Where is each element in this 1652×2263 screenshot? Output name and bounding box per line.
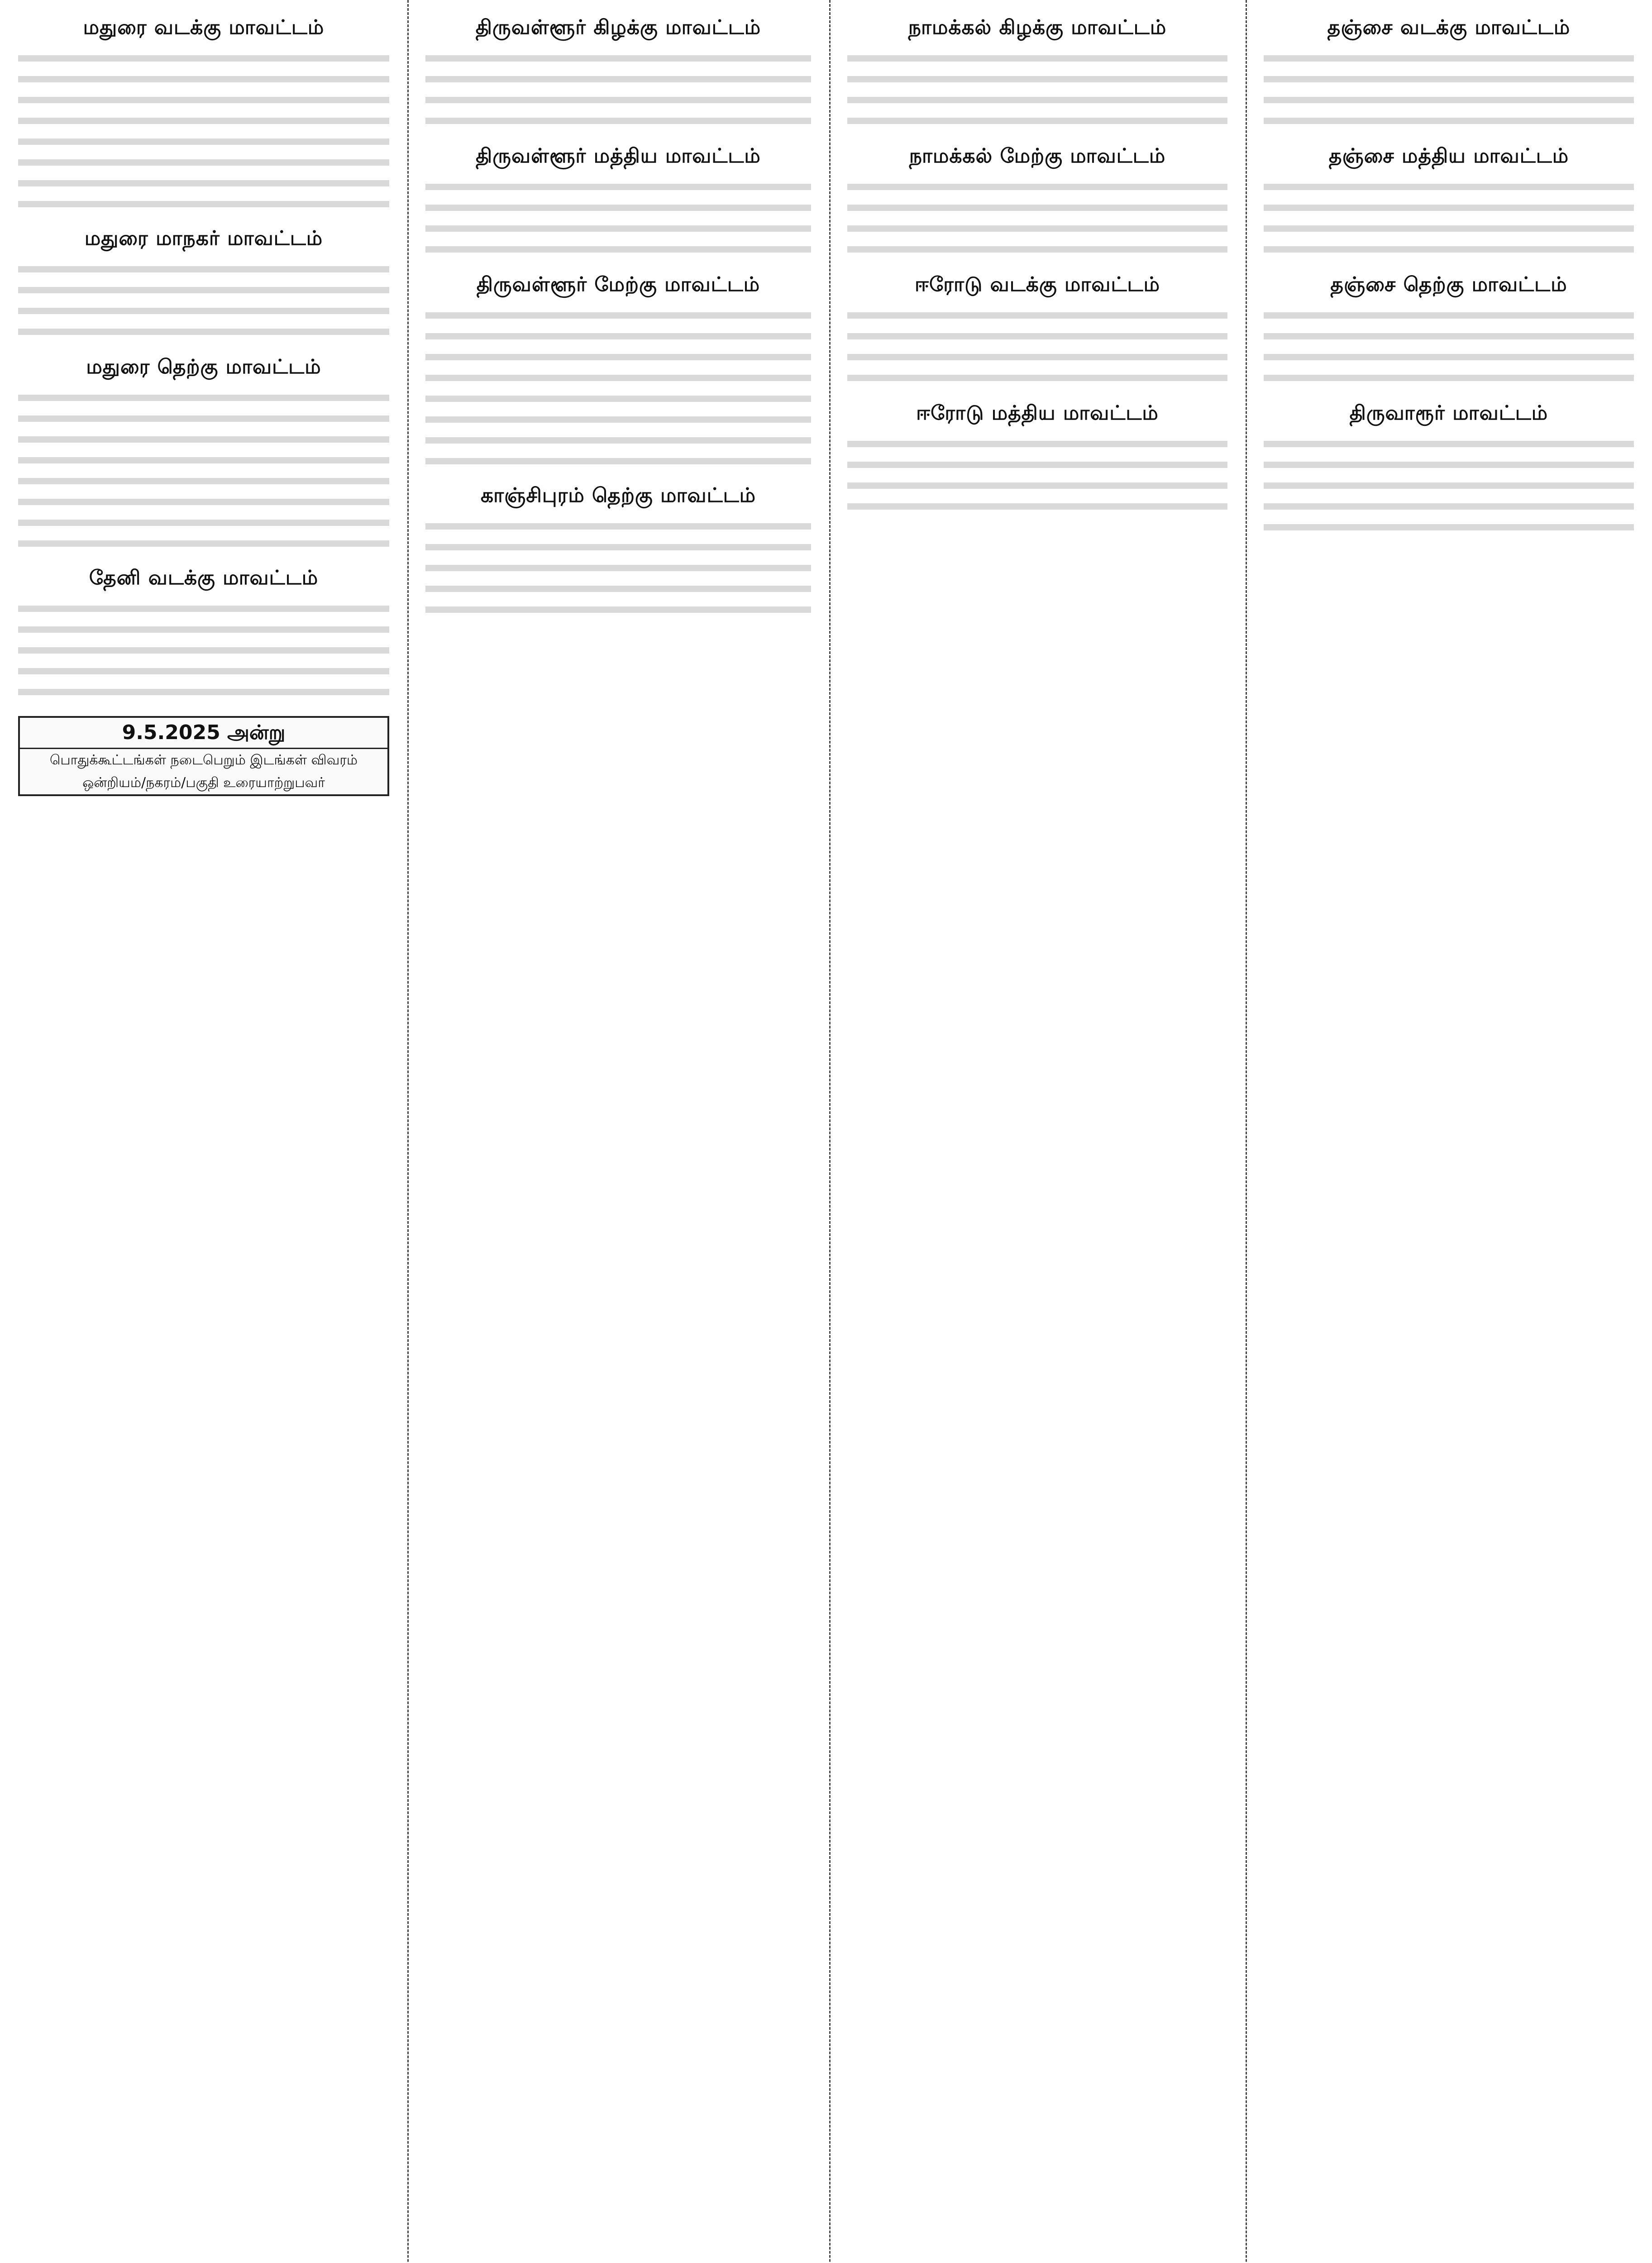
entry-lines-placeholder [425,305,811,472]
district-heading: மதுரை மாநகர் மாவட்டம் [84,227,323,250]
entry-lines-placeholder [847,48,1227,132]
column-2 [407,9,829,2263]
entry-lines-placeholder [1264,434,1634,542]
entry-lines-placeholder [425,48,811,132]
meeting-date-banner [18,716,389,796]
district-heading: தஞ்சை வடக்கு மாவட்டம் [1327,16,1571,39]
district-section [15,352,392,554]
entry-lines-placeholder [18,259,389,343]
district-heading: திருவாரூர் மாவட்டம் [1349,401,1548,425]
district-heading: திருவள்ளூர் மத்திய மாவட்டம் [476,144,761,167]
district-section [15,13,392,215]
banner-caption: பொதுக்கூட்டங்கள் நடைபெறும் இடங்கள் விவரம் [49,752,358,768]
district-section [423,141,814,261]
column-1 [0,9,407,2263]
entry-lines-placeholder [1264,305,1634,389]
district-heading: நாமக்கல் மேற்கு மாவட்டம் [909,144,1166,167]
district-section [15,224,392,343]
district-heading: மதுரை வடக்கு மாவட்டம் [83,16,325,39]
district-section [423,13,814,132]
entry-lines-placeholder [1264,48,1634,132]
district-section [423,270,814,472]
district-section [15,563,392,707]
district-heading: திருவள்ளூர் மேற்கு மாவட்டம் [476,273,760,296]
entry-lines-placeholder [1264,177,1634,261]
district-heading: நாமக்கல் கிழக்கு மாவட்டம் [908,16,1167,39]
entry-lines-placeholder [847,434,1227,518]
district-section [1261,398,1637,542]
district-section [845,398,1230,518]
district-heading: தஞ்சை தெற்கு மாவட்டம் [1330,273,1567,296]
entry-lines-placeholder [425,516,811,625]
district-section [423,481,814,625]
district-heading: ஈரோடு மத்திய மாவட்டம் [916,401,1159,425]
meeting-date: 9.5.2025 அன்று [20,718,387,749]
column-3 [829,9,1246,2263]
district-section [1261,141,1637,261]
banner-column-headers: ஒன்றியம்/நகரம்/பகுதி உரையாற்றுபவர் [82,775,325,791]
district-heading: காஞ்சிபுரம் தெற்கு மாவட்டம் [480,484,756,507]
district-heading: திருவள்ளூர் கிழக்கு மாவட்டம் [475,16,761,39]
entry-lines-placeholder [18,48,389,215]
district-heading: தேனி வடக்கு மாவட்டம் [89,566,319,589]
entry-lines-placeholder [847,305,1227,389]
district-section [845,141,1230,261]
district-section [845,270,1230,389]
entry-lines-placeholder [425,177,811,261]
district-heading: மதுரை தெற்கு மாவட்டம் [86,355,321,378]
district-section [1261,13,1637,132]
district-heading: ஈரோடு வடக்கு மாவட்டம் [915,273,1160,296]
entry-lines-placeholder [18,387,389,554]
column-4 [1246,9,1652,2263]
district-section [845,13,1230,132]
entry-lines-placeholder [847,177,1227,261]
district-heading: தஞ்சை மத்திய மாவட்டம் [1328,144,1569,167]
district-section [1261,270,1637,389]
entry-lines-placeholder [18,598,389,707]
